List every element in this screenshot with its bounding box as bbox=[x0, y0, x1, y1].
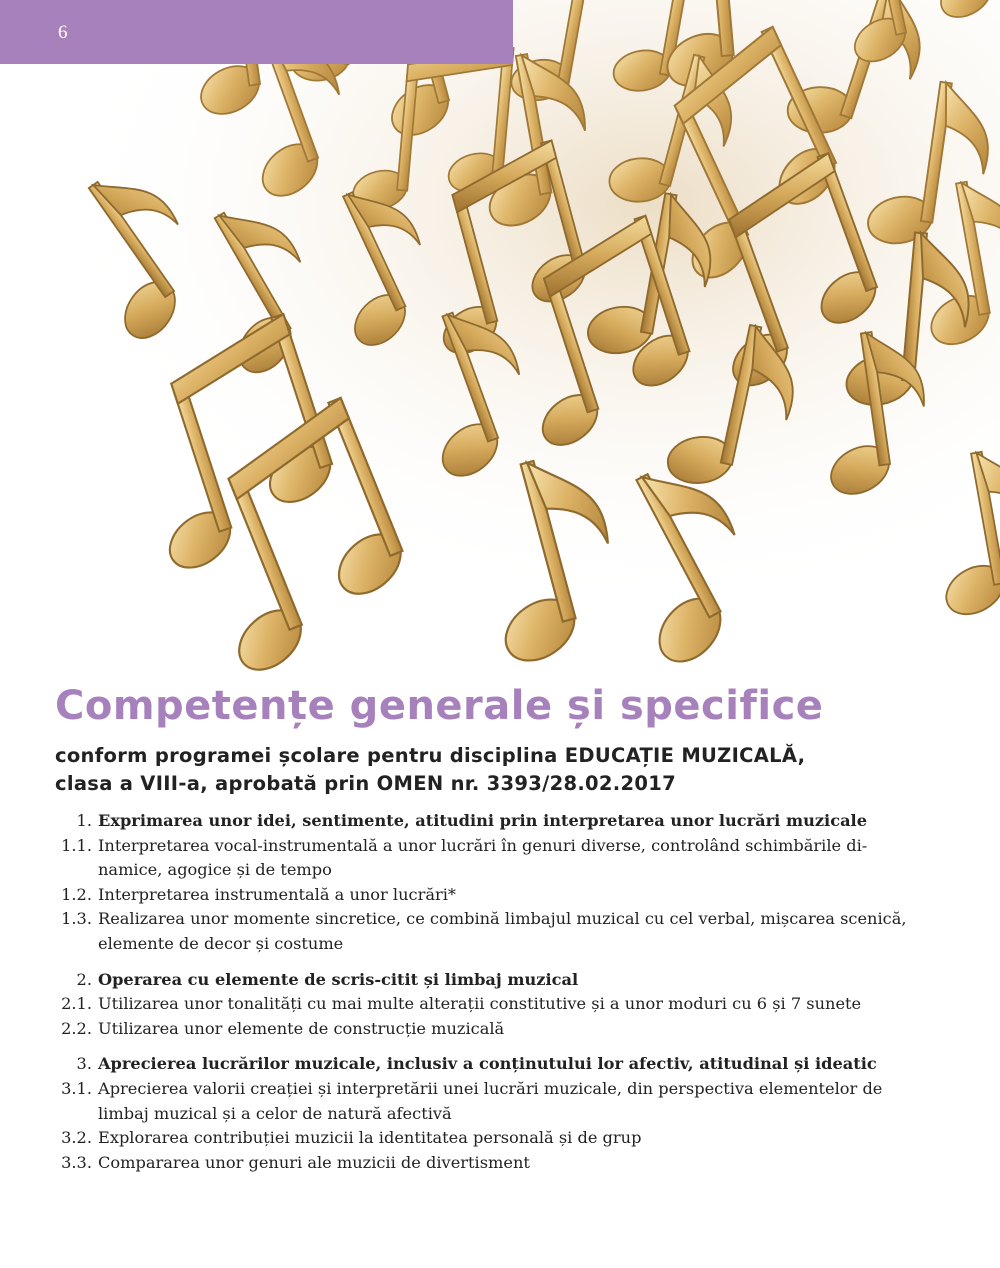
specific-competence bbox=[40, 907, 940, 956]
competences-list bbox=[40, 809, 940, 1186]
page-number-tab bbox=[0, 0, 513, 64]
competence-line: Realizarea unor momente sincretice, ce combină limbajul muzical cu cel verbal, mișcarea scenică, bbox=[98, 909, 907, 929]
competence-line: Interpretarea instrumentală a unor lucrări* bbox=[98, 884, 456, 904]
competence-line: Utilizarea unor tonalități cu mai multe alterații constitutive și a unor moduri cu 6 și 7 sunete bbox=[98, 994, 862, 1014]
competence-line: Utilizarea unor elemente de construcție muzicală bbox=[98, 1018, 505, 1038]
subtitle-line-1: conform programei școlare pentru disciplina EDUCAȚIE MUZICALĂ, bbox=[55, 744, 806, 767]
competence-line: limbaj muzical și a celor de natură afectivă bbox=[98, 1103, 452, 1123]
competence-number: 1. bbox=[76, 811, 92, 830]
general-competence bbox=[40, 968, 940, 993]
competence-line: namice, agogice și de tempo bbox=[98, 860, 332, 880]
competence-group-3 bbox=[40, 1052, 940, 1175]
competence-group-1 bbox=[40, 809, 940, 957]
competence-number: 3. bbox=[76, 1054, 92, 1074]
competence-title: Exprimarea unor idei, sentimente, atitudini prin interpretarea unor lucrări muzicale bbox=[98, 811, 868, 830]
page-subtitle bbox=[55, 742, 955, 798]
competence-number: 2. bbox=[76, 969, 92, 989]
specific-competence bbox=[40, 834, 940, 883]
competence-text bbox=[98, 1126, 940, 1151]
competence-line: elemente de decor și costume bbox=[98, 933, 344, 953]
subtitle-line-2: clasa a VIII-a, aprobată prin OMEN nr. 3393/28.02.2017 bbox=[55, 772, 676, 795]
competence-title: Operarea cu elemente de scris-citit și limbaj muzical bbox=[98, 969, 579, 989]
competence-number: 3.3. bbox=[61, 1152, 92, 1172]
competence-line: Interpretarea vocal-instrumentală a unor lucrări în genuri diverse, controlând schimbările di- bbox=[98, 835, 868, 855]
specific-competence bbox=[40, 883, 940, 908]
competence-number: 3.1. bbox=[61, 1078, 92, 1098]
competence-line: Aprecierea valorii creației și interpretării unei lucrări muzicale, din perspectiva elementelor de bbox=[98, 1078, 883, 1098]
general-competence bbox=[40, 1052, 940, 1077]
competence-number: 2.1. bbox=[61, 994, 92, 1014]
general-competence bbox=[40, 809, 940, 834]
competence-line: Compararea unor genuri ale muzicii de divertisment bbox=[98, 1152, 530, 1172]
specific-competence bbox=[40, 1017, 940, 1042]
page-number: 6 bbox=[58, 22, 68, 43]
competence-number: 2.2. bbox=[61, 1018, 92, 1038]
competence-text bbox=[98, 1151, 940, 1176]
competence-number: 1.3. bbox=[61, 909, 92, 929]
competence-number: 3.2. bbox=[61, 1128, 92, 1148]
specific-competence bbox=[40, 1077, 940, 1126]
competence-text bbox=[98, 883, 940, 908]
competence-text bbox=[98, 834, 940, 883]
competence-text bbox=[98, 992, 940, 1017]
specific-competence bbox=[40, 992, 940, 1017]
competence-text bbox=[98, 907, 940, 956]
specific-competence bbox=[40, 1126, 940, 1151]
competence-text bbox=[98, 1017, 940, 1042]
competence-number: 1.1. bbox=[61, 835, 92, 855]
page-title: Competențe generale și specifice bbox=[55, 683, 824, 729]
competence-group-2 bbox=[40, 968, 940, 1042]
specific-competence bbox=[40, 1151, 940, 1176]
competence-text bbox=[98, 1077, 940, 1126]
competence-title: Aprecierea lucrărilor muzicale, inclusiv a conținutului lor afectiv, atitudinal și ideatic bbox=[98, 1054, 877, 1074]
competence-line: Explorarea contribuției muzicii la identitatea personală și de grup bbox=[98, 1128, 642, 1148]
competence-number: 1.2. bbox=[61, 884, 92, 904]
